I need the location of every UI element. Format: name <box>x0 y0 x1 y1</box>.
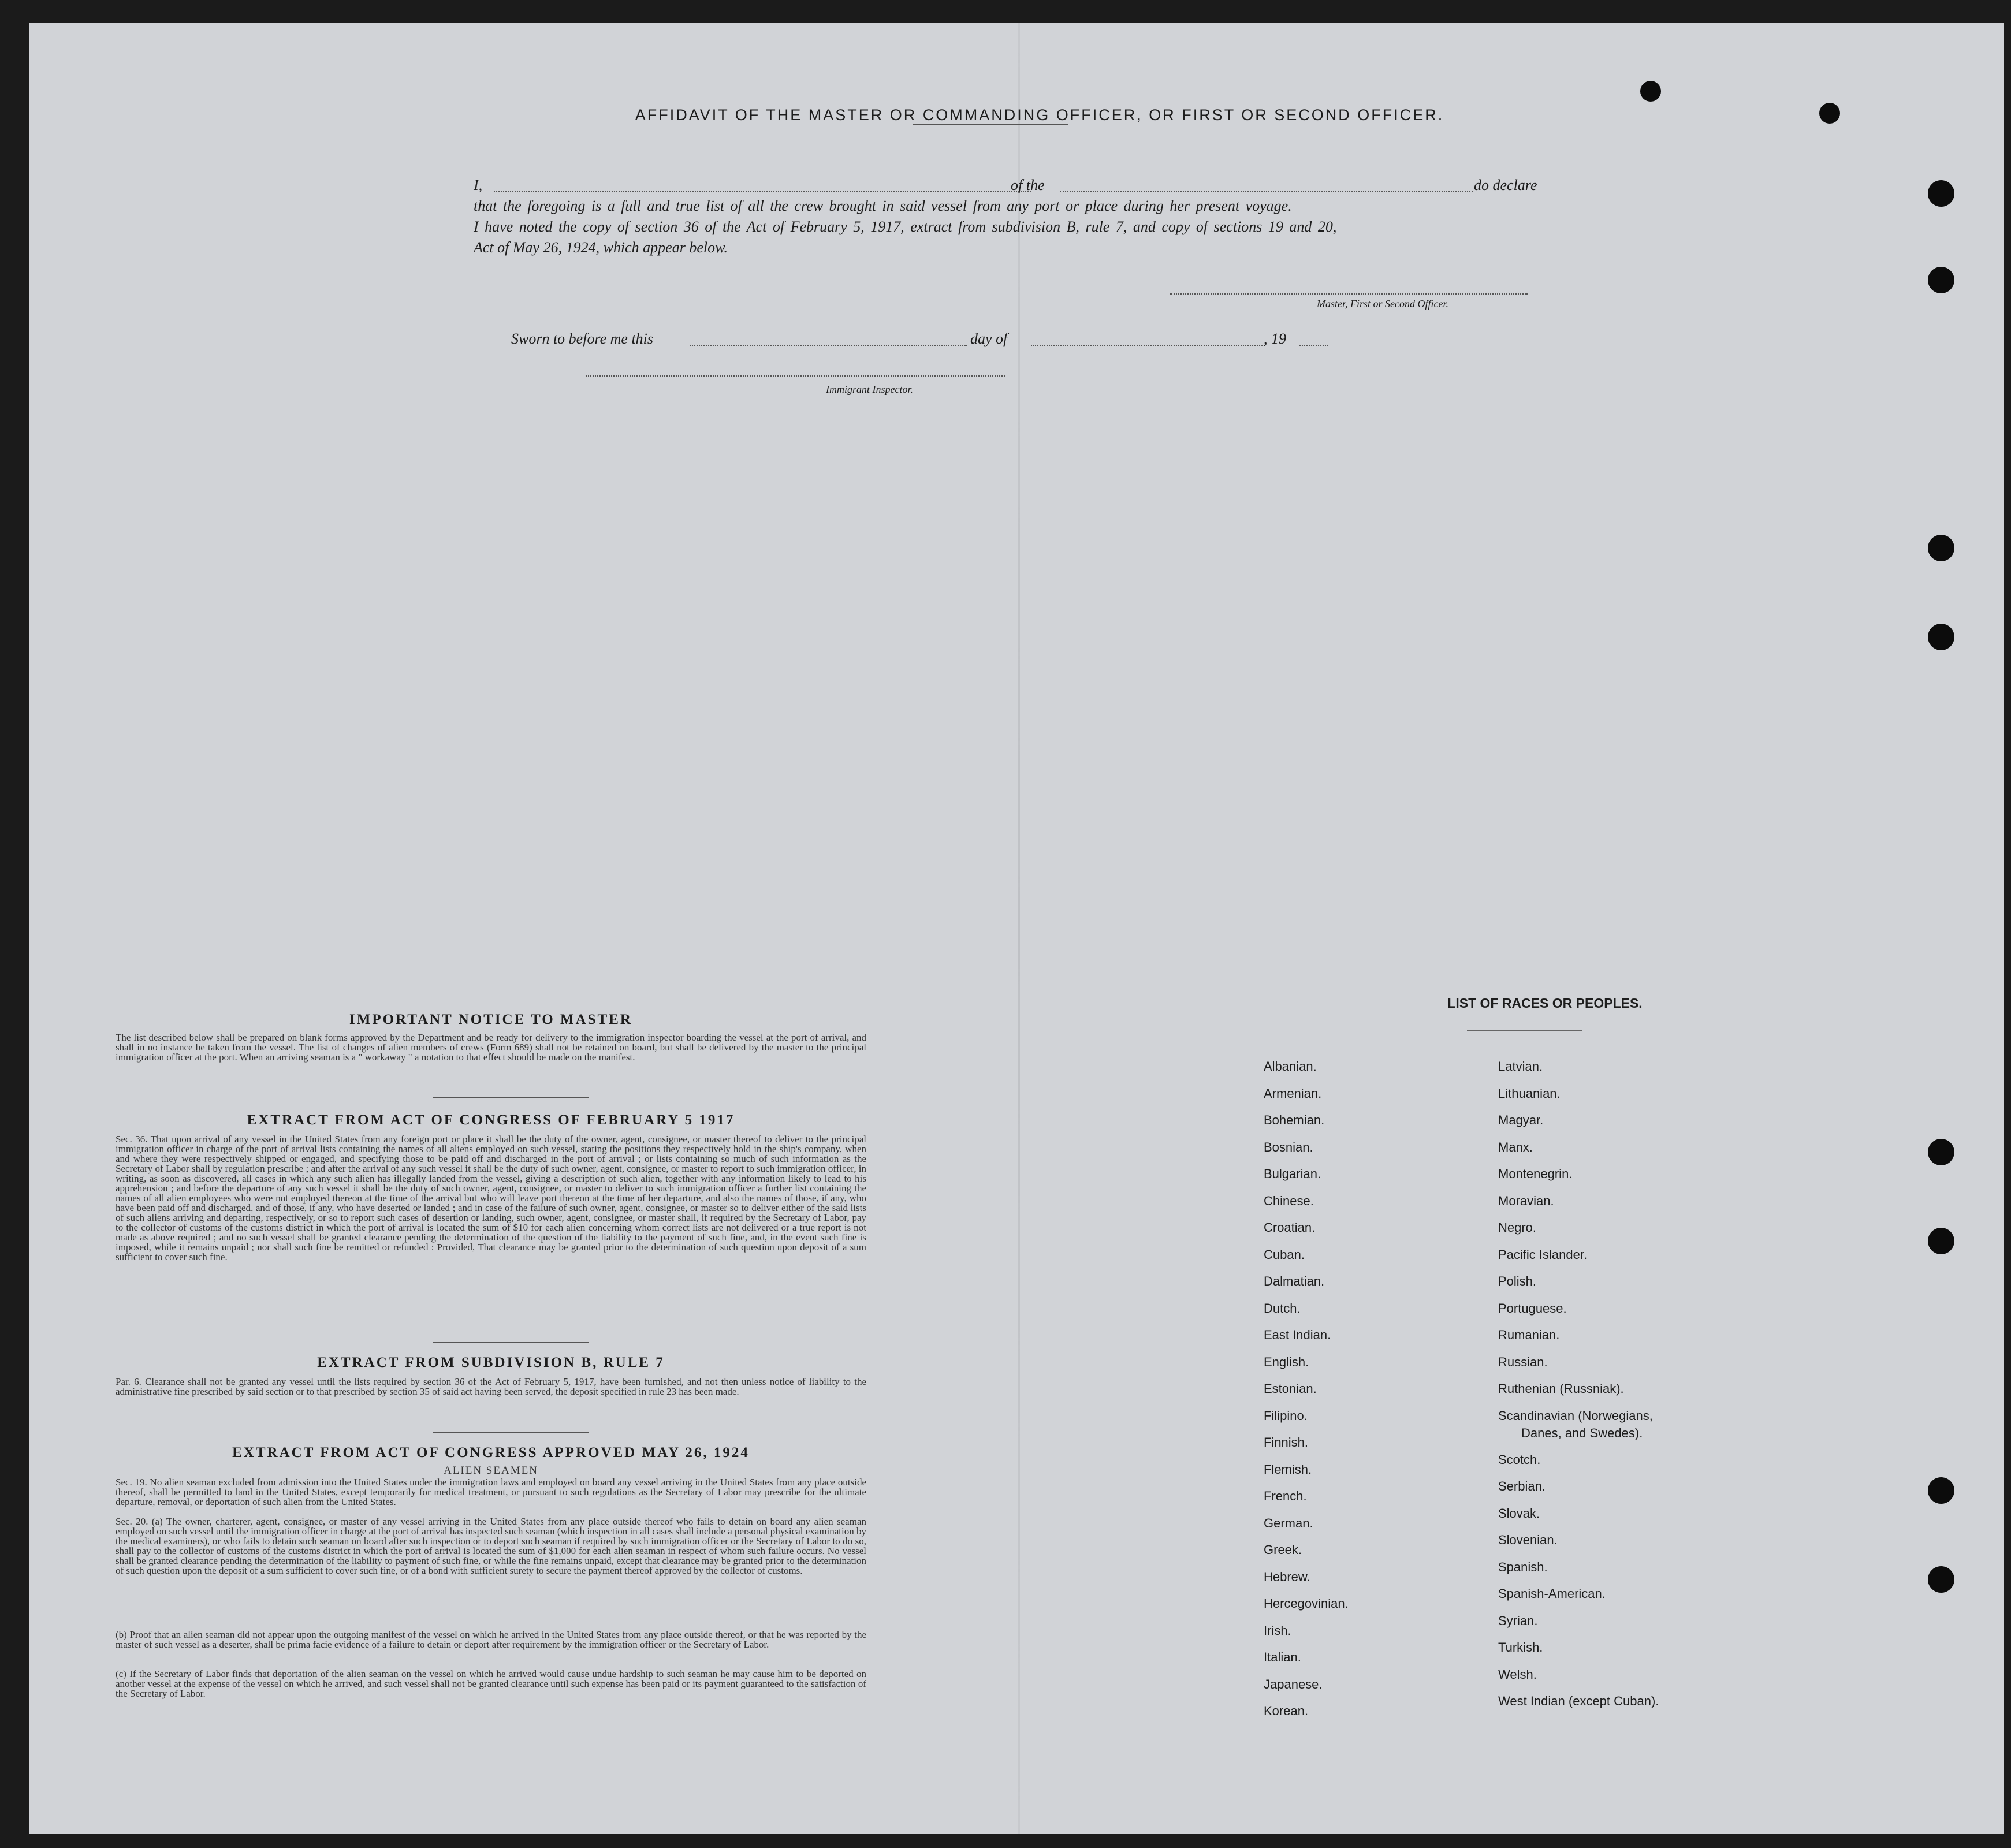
race-item: Scotch. <box>1498 1452 1541 1467</box>
race-item: Spanish. <box>1498 1559 1548 1574</box>
binder-hole <box>1928 180 1954 207</box>
year-prefix: , 19 <box>1264 330 1286 347</box>
race-item: Pacific Islander. <box>1498 1247 1588 1262</box>
extract-rule7-text: Par. 6. Clearance shall not be granted any vessel until the lists required by section 36 of the Act of February 5, 1917, have been furnished, and not then unless notice of liability to the administrative fine prescribed by said section or to that prescribed by section 35 of said act having been served, the deposit specified in rule 23 has been made. <box>116 1376 866 1397</box>
race-item: Japanese. <box>1264 1676 1323 1691</box>
race-item: West Indian (except Cuban). <box>1498 1694 1659 1708</box>
race-item: Armenian. <box>1264 1086 1322 1101</box>
binder-hole <box>1928 624 1954 650</box>
year-blank[interactable] <box>1299 345 1328 346</box>
race-item: Flemish. <box>1264 1462 1312 1477</box>
binder-hole <box>1928 1228 1954 1254</box>
race-item: Polish. <box>1498 1274 1537 1288</box>
affidavit-do-declare: do declare <box>1474 177 1537 193</box>
alien-seamen-subtitle: ALIEN SEAMEN <box>444 1465 538 1477</box>
race-item: Korean. <box>1264 1704 1309 1718</box>
race-item: Cuban. <box>1264 1247 1305 1262</box>
master-label: Master, First or Second Officer. <box>1317 298 1448 310</box>
race-item: English. <box>1264 1354 1309 1369</box>
race-item: East Indian. <box>1264 1328 1331 1342</box>
sec-20a-text: Sec. 20. (a) The owner, charterer, agent, consignee, or master of any vessel arriving in the United States from any place outside thereof who fails to detain on board any alien seaman employed on such vessel until the immigration officer in charge at the port of arrival has inspected such seaman (which inspection in all cases shall include a personal physical examination by the medical examiners), or who fails to detain such seaman on board after such inspection or to deport such seaman if required by such immigration officer or the Secretary of Labor to do so, shall pay to the collector of customs of the customs district in which the port of arrival is located the sum of $1,000 for each alien seaman in respect of whom such failure occurs. No vessel shall be granted clearance pending the determination of the liability to payment of such fine, or while the fine remains unpaid, except that clearance may be granted prior to the determination of such question upon the deposit of a sum sufficient to cover such fine, or of a bond with sufficient surety to secure the payment thereof approved by the collector of customs. <box>116 1516 866 1576</box>
race-item: Scandinavian (Norwegians, <box>1498 1408 1653 1423</box>
race-item: Montenegrin. <box>1498 1167 1573 1181</box>
race-item: Lithuanian. <box>1498 1086 1561 1101</box>
inspector-signature-blank[interactable] <box>586 375 1005 377</box>
race-item: Slovak. <box>1498 1506 1540 1521</box>
race-item: Welsh. <box>1498 1667 1537 1682</box>
binder-hole <box>1819 103 1840 124</box>
document-sheet <box>29 23 2004 1834</box>
sworn-day-blank[interactable] <box>690 345 967 346</box>
race-item: Estonian. <box>1264 1381 1317 1396</box>
binder-hole <box>1928 1566 1954 1593</box>
race-item: Slovenian. <box>1498 1533 1558 1547</box>
race-item: Croatian. <box>1264 1220 1316 1235</box>
race-item: Portuguese. <box>1498 1301 1567 1316</box>
affidavit-i: I, <box>474 177 483 193</box>
race-item: Dutch. <box>1264 1301 1301 1316</box>
races-rule <box>1467 1030 1582 1031</box>
extract-1917-text: Sec. 36. That upon arrival of any vessel in the United States from any foreign port or place it shall be the duty of the owner, agent, consignee, or master thereof to deliver to the principal immigration officer in charge of the port of arrival lists containing the names of all aliens employed on such vessel, stating the positions they respectively hold in the ship's company, when and where they were respectively shipped or engaged, and specifying those to be paid off and discharged in the port of arrival ; or lists containing so much of such information as the Secretary of Labor shall by regulation prescribe ; and after the arrival of any such vessel it shall be the duty of such owner, agent, consignee, or master to report to such immigration officer, in writing, as soon as discovered, all cases in which any such alien has illegally landed from the vessel, giving a description of such alien, together with any information likely to lead to his apprehension ; and before the departure of any such vessel it shall be the duty of such owner, agent, consignee, or master to deliver to such immigration officer a further list containing the names of all alien employees who were not employed thereon at the time of the arrival but who will leave port thereon at the time of her departure, and also the names of those, if any, who have been paid off and discharged, and of those, if any, who have deserted or landed ; and in case of the failure of such owner, agent, consignee, or master so to deliver either of the said lists of such aliens arriving and departing, respectively, or so to report such cases of desertion or landing, such owner, agent, consignee, or master shall, if required by the Secretary of Labor, pay to the collector of customs of the customs district in which the port of arrival is located the sum of $10 for each alien concerning whom correct lists are not delivered or a true report is not made as above required ; and no such vessel shall be granted clearance pending the determination of the question of the liability to the payment of such fine, and, in the event such fine is imposed, while it remains unpaid ; nor shall such fine be remitted or refunded : Provided, That clearance may be granted prior to the determination of such question upon deposit of a sum sufficient to cover such fine. <box>116 1134 866 1262</box>
title-underline <box>913 124 1068 125</box>
race-item: Danes, and Swedes). <box>1521 1425 1643 1440</box>
affidavit-line-2: that the foregoing is a full and true list of all the crew brought in said vessel from any port or place during her present voyage. <box>474 198 1292 214</box>
extract-1917-title: EXTRACT FROM ACT OF CONGRESS OF FEBRUARY 5 1917 <box>247 1112 735 1128</box>
race-item: Moravian. <box>1498 1193 1554 1208</box>
binder-hole <box>1928 1477 1954 1504</box>
binder-hole <box>1640 81 1661 102</box>
extract-1924-title: EXTRACT FROM ACT OF CONGRESS APPROVED MAY 26, 1924 <box>232 1445 750 1460</box>
race-item: Bulgarian. <box>1264 1167 1321 1181</box>
race-item: Magyar. <box>1498 1113 1544 1127</box>
race-item: Negro. <box>1498 1220 1537 1235</box>
extract-rule7-title: EXTRACT FROM SUBDIVISION B, RULE 7 <box>317 1355 665 1370</box>
center-fold <box>1018 23 1020 1834</box>
name-blank[interactable] <box>494 191 1031 192</box>
race-item: Bohemian. <box>1264 1113 1325 1127</box>
sworn-month-blank[interactable] <box>1031 345 1265 346</box>
section-rule <box>433 1097 589 1098</box>
race-item: Bosnian. <box>1264 1139 1313 1154</box>
master-signature-blank[interactable] <box>1170 293 1528 295</box>
race-item: Latvian. <box>1498 1059 1543 1074</box>
section-rule <box>433 1432 589 1433</box>
binder-hole <box>1928 1139 1954 1165</box>
race-item: Hebrew. <box>1264 1569 1310 1584</box>
race-item: Serbian. <box>1498 1479 1546 1493</box>
race-item: Albanian. <box>1264 1059 1317 1074</box>
race-item: Spanish-American. <box>1498 1586 1606 1601</box>
race-item: Syrian. <box>1498 1613 1538 1628</box>
sec-20b-text: (b) Proof that an alien seaman did not appear upon the outgoing manifest of the vessel on which he arrived in the United States from any place outside thereof, or that he was reported by the master of such vessel as a deserter, shall be prima facie evidence of a failure to detain or deport after requirement by the immigration officer or the Secretary of Labor. <box>116 1629 866 1650</box>
vessel-blank[interactable] <box>1060 191 1473 192</box>
affidavit-line-3: I have noted the copy of section 36 of the Act of February 5, 1917, extract from subdivision B, rule 7, and copy of sections 19 and 20, <box>474 218 1337 235</box>
sworn-label: Sworn to before me this <box>511 330 654 347</box>
race-item: Italian. <box>1264 1650 1301 1664</box>
race-item: Dalmatian. <box>1264 1274 1325 1288</box>
race-item: Filipino. <box>1264 1408 1308 1423</box>
race-item: Turkish. <box>1498 1640 1543 1655</box>
affidavit-title: AFFIDAVIT OF THE MASTER OR COMMANDING OFFICER, OR FIRST OR SECOND OFFICER. <box>635 106 1444 124</box>
race-item: Chinese. <box>1264 1193 1314 1208</box>
race-item: French. <box>1264 1489 1307 1503</box>
sec-20c-text: (c) If the Secretary of Labor finds that deportation of the alien seaman on the vessel on which he arrived would cause undue hardship to such seaman he may cause him to be deported on another vessel at the expense of the vessel on which he arrived, and such vessel shall not be granted clearance until such expense has been paid or its payment guaranteed to the satisfaction of the Secretary of Labor. <box>116 1668 866 1699</box>
races-title: LIST OF RACES OR PEOPLES. <box>1447 996 1643 1011</box>
section-rule <box>433 1342 589 1343</box>
affidavit-of-the: of the <box>1011 177 1045 193</box>
binder-hole <box>1928 267 1954 293</box>
affidavit-line-4: Act of May 26, 1924, which appear below. <box>474 239 728 256</box>
race-item: Hercegovinian. <box>1264 1596 1349 1611</box>
notice-title: IMPORTANT NOTICE TO MASTER <box>349 1012 632 1027</box>
race-item: Rumanian. <box>1498 1328 1560 1342</box>
race-item: Manx. <box>1498 1139 1533 1154</box>
race-item: Ruthenian (Russniak). <box>1498 1381 1624 1396</box>
race-item: Irish. <box>1264 1623 1291 1638</box>
race-item: German. <box>1264 1515 1313 1530</box>
race-item: Russian. <box>1498 1354 1548 1369</box>
race-item: Greek. <box>1264 1543 1302 1557</box>
sec-19-text: Sec. 19. No alien seaman excluded from admission into the United States under the immigration laws and employed on board any vessel arriving in the United States from any place outside thereof, shall be permitted to land in the United States, except temporarily for medical treatment, or pursuant to such regulations as the Secretary of Labor may prescribe for the ultimate departure, removal, or deportation of such alien from the United States. <box>116 1477 866 1507</box>
inspector-label: Immigrant Inspector. <box>826 383 913 395</box>
race-item: Finnish. <box>1264 1435 1309 1450</box>
day-of-label: day of <box>970 330 1008 347</box>
binder-hole <box>1928 535 1954 561</box>
notice-text: The list described below shall be prepared on blank forms approved by the Department and be ready for delivery to the immigration inspector boarding the vessel at the port of arrival, and shall in no instance be taken from the vessel. The list of changes of alien members of crews (Form 689) shall not be retained on board, but shall be delivered by the master to the principal immigration officer at the port. When an arriving seaman is a " workaway " a notation to that effect should be made on the manifest. <box>116 1032 866 1063</box>
